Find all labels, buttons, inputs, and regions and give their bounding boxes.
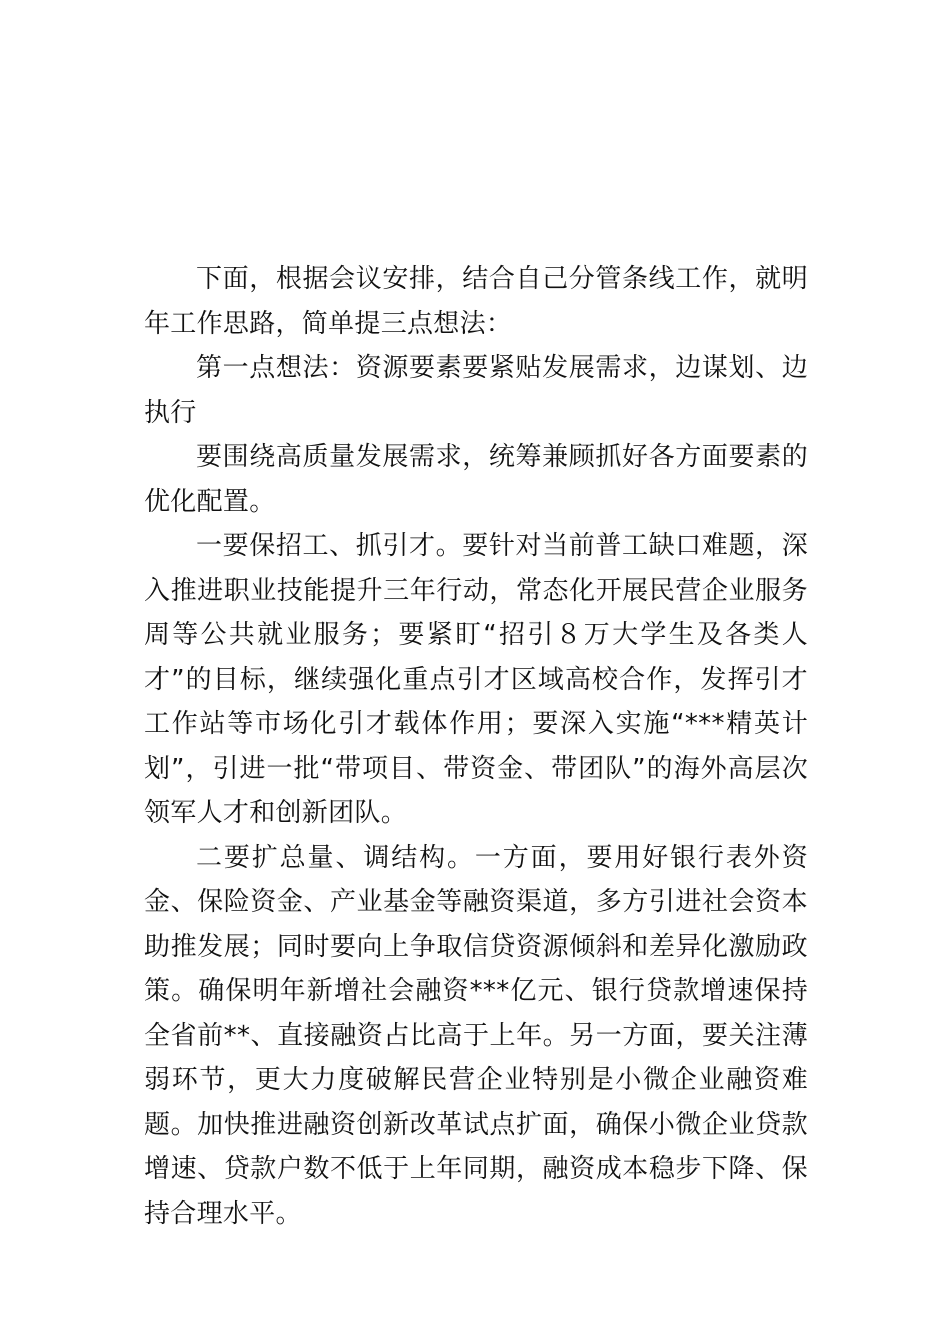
document-body [144, 257, 808, 1236]
intro-paragraph: 下面，根据会议安排，结合自己分管条线工作，就明年工作思路，简单提三点想法： [144, 264, 808, 339]
section-heading-first-idea: 第一点想法：资源要素要紧贴发展需求，边谋划、边执行 [144, 353, 808, 428]
point-one-paragraph: 一要保招工、抓引才。要针对当前普工缺口难题，深入推进职业技能提升三年行动，常态化开展民营企业服务周等公共就业服务；要紧盯“招引８万大学生及各类人才”的目标，继续强化重点引才区域高校合作，发挥引才工作站等市场化引才载体作用；要深入实施“***精英计划”，引进一批“带项目、带资金、带团队”的海外高层次领军人才和创新团队。 [144, 531, 808, 828]
section-summary-paragraph: 要围绕高质量发展需求，统筹兼顾抓好各方面要素的优化配置。 [144, 442, 808, 517]
point-two-paragraph: 二要扩总量、调结构。一方面，要用好银行表外资金、保险资金、产业基金等融资渠道，多方引进社会资本助推发展；同时要向上争取信贷资源倾斜和差异化激励政策。确保明年新增社会融资***亿元、银行贷款增速保持全省前**、直接融资占比高于上年。另一方面，要关注薄弱环节，更大力度破解民营企业特别是小微企业融资难题。加快推进融资创新改革试点扩面，确保小微企业贷款增速、贷款户数不低于上年同期，融资成本稳步下降、保持合理水平。 [144, 842, 808, 1229]
